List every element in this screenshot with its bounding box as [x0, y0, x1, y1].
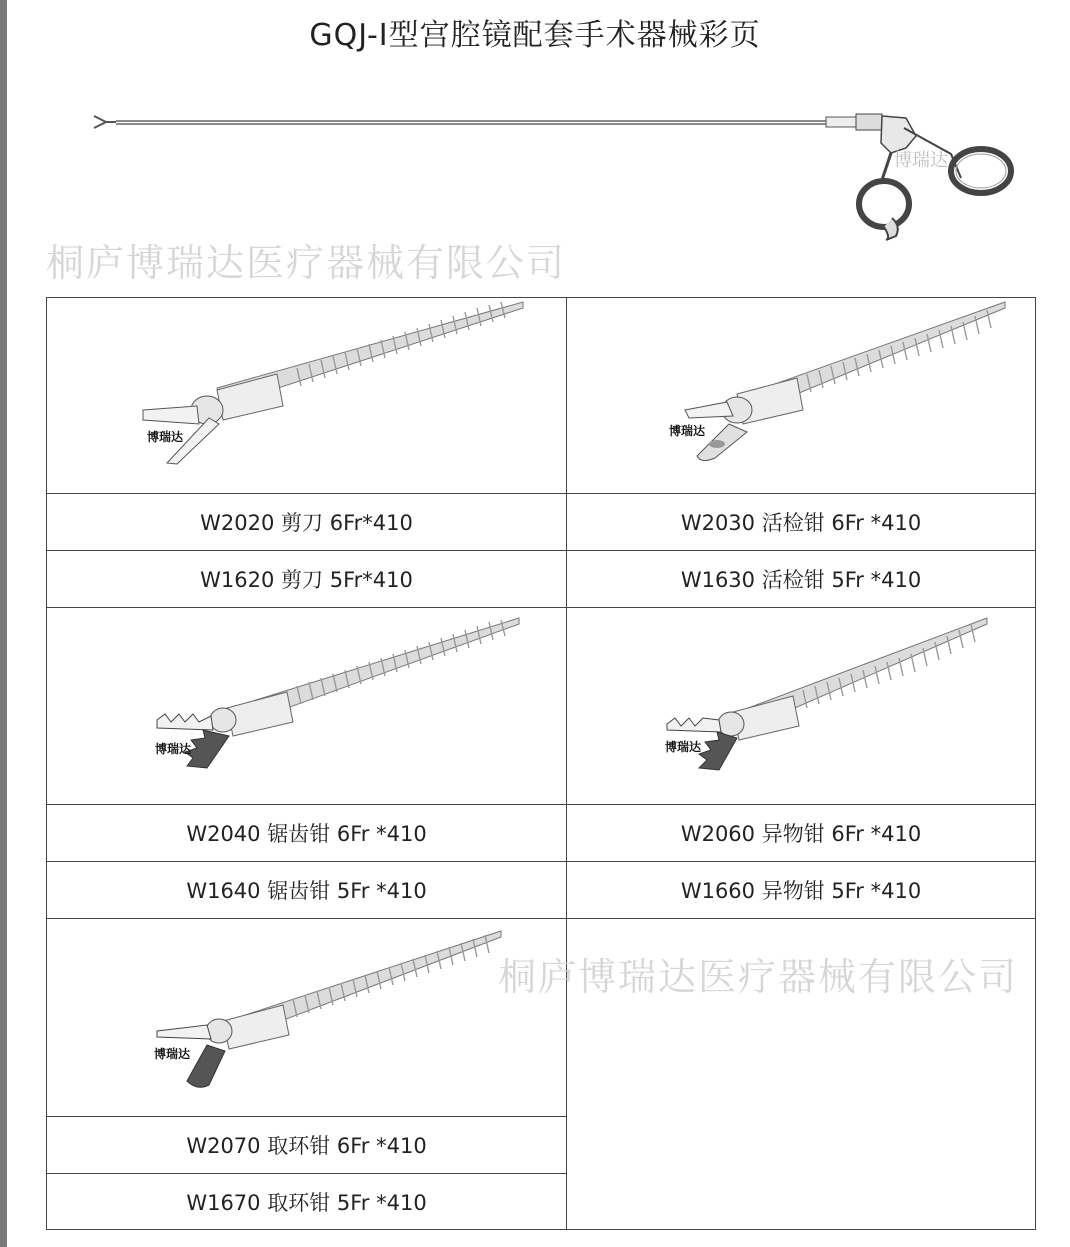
product-cell-3-image [46, 607, 567, 805]
brand-watermark-top: 博瑞达 [894, 150, 948, 171]
brand-mark-label: 博瑞达 [147, 430, 184, 444]
brand-mark-label: 博瑞达 [154, 1047, 191, 1061]
brand-mark-label: 博瑞达 [155, 742, 192, 756]
product-1-row-1: W2020 剪刀 6Fr*410 [46, 493, 567, 551]
brand-mark-label: 博瑞达 [665, 740, 702, 754]
ring-forceps-tip-icon [47, 919, 567, 1117]
product-cell-5-image [46, 918, 567, 1117]
product-1-row-2: W1620 剪刀 5Fr*410 [46, 550, 567, 608]
page-title: GQJ-Ⅰ型宫腔镜配套手术器械彩页 [309, 18, 761, 53]
product-4-row-1: W2060 异物钳 6Fr *410 [566, 804, 1036, 862]
scissors-tip-icon [47, 298, 567, 494]
product-4-row-2: W1660 异物钳 5Fr *410 [566, 861, 1036, 919]
product-3-row-1: W2040 锯齿钳 6Fr *410 [46, 804, 567, 862]
product-cell-1-image [46, 297, 567, 494]
brand-mark-label: 博瑞达 [669, 424, 706, 438]
product-cell-4-image [566, 607, 1036, 805]
company-watermark-bottom: 桐庐博瑞达医疗器械有限公司 [498, 955, 1019, 999]
company-watermark-top: 桐庐博瑞达医疗器械有限公司 [46, 241, 567, 285]
product-2-row-1: W2030 活检钳 6Fr *410 [566, 493, 1036, 551]
product-2-row-2: W1630 活检钳 5Fr *410 [566, 550, 1036, 608]
product-cell-2-image [566, 297, 1036, 494]
foreign-body-forceps-tip-icon [567, 608, 1036, 805]
product-3-row-2: W1640 锯齿钳 5Fr *410 [46, 861, 567, 919]
biopsy-forceps-tip-icon [567, 298, 1036, 494]
product-5-row-2: W1670 取环钳 5Fr *410 [46, 1173, 567, 1230]
page-edge-bar [0, 0, 7, 1247]
serrated-forceps-tip-icon [47, 608, 567, 805]
product-5-row-1: W2070 取环钳 6Fr *410 [46, 1116, 567, 1174]
